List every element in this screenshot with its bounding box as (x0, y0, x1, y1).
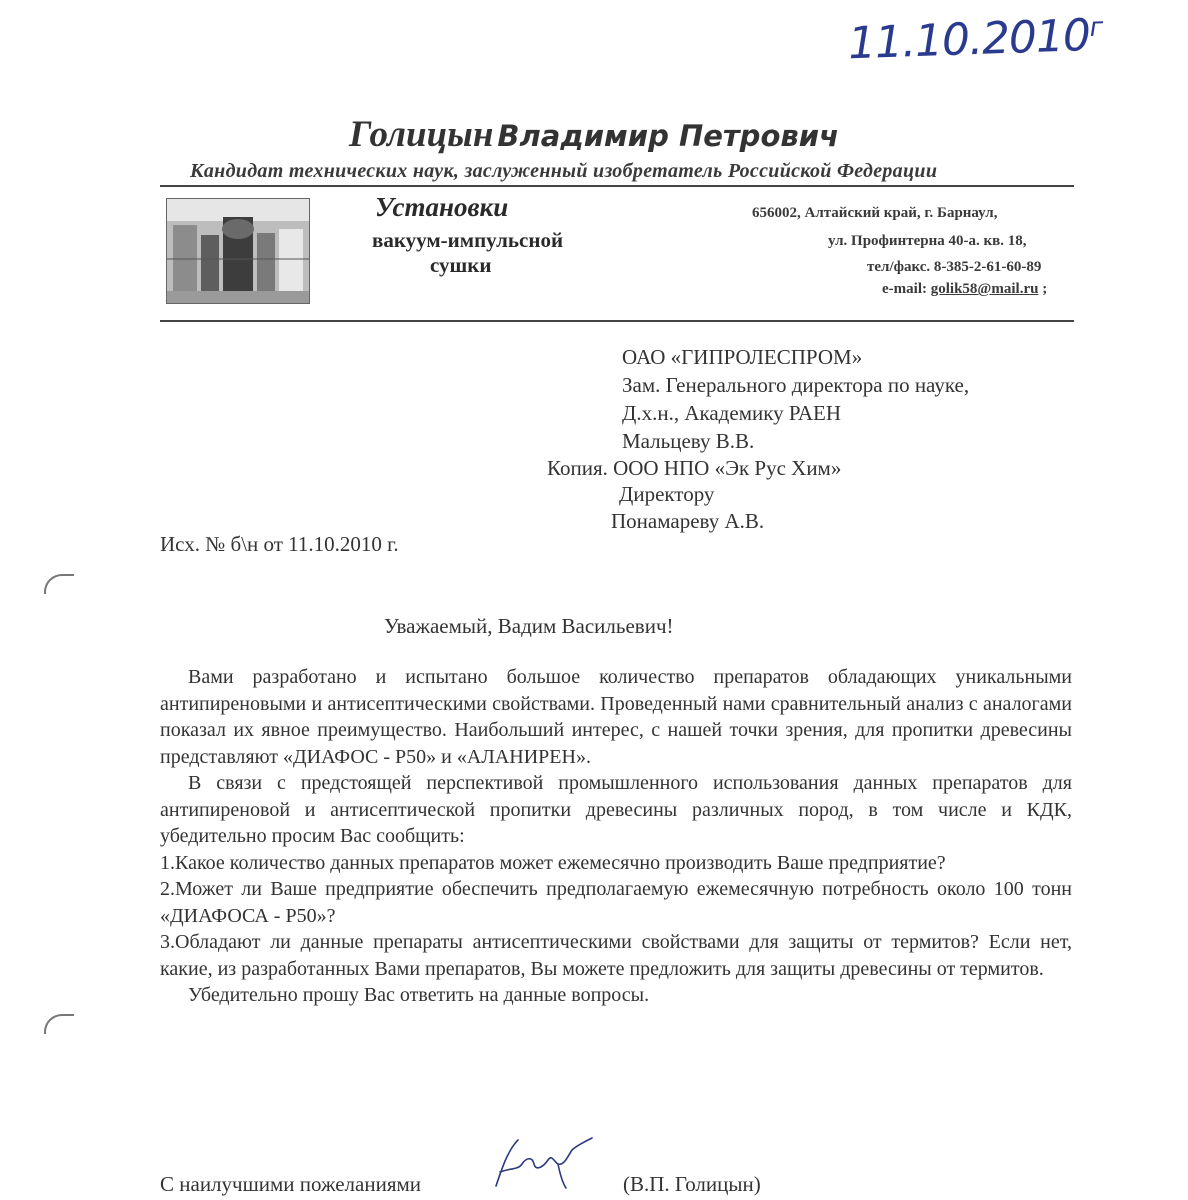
question-3: 3.Обладают ли данные препараты антисептическими свойствами для защиты от термитов? Если нет, какие, из разработанных Вами препаратов, Вы можете предложить для защиты древесины от термитов. (160, 931, 1072, 980)
question-1: 1.Какое количество данных препаратов может ежемесячно производить Ваше предприятие? (160, 851, 946, 874)
closing-request: Убедительно прошу Вас ответить на данные вопросы. (188, 984, 650, 1006)
body-paragraph: Вами разработано и испытано большое количество препаратов обладающих уникальными антипиреновыми и антисептическими свойствами. Проведенный нами сравнительный анализ с аналогами показал их явное преимущество. Наибольший интерес, с нашей точки зрения, для пропитки древесины представляют «ДИАФОС - Р50» и «АЛАНИРЕН». (160, 666, 1072, 768)
handwritten-date-value: 11.10.2010 (847, 10, 1091, 70)
salutation: Уважаемый, Вадим Васильевич! (384, 614, 674, 638)
phone-fax: тел/факс. 8-385-2-61-60-89 (867, 259, 1042, 275)
letterhead-title: Кандидат технических наук, заслуженный изобретатель Российской Федерации (190, 160, 938, 182)
product-title-line2: вакуум-импульсной (372, 228, 564, 252)
address-line2: ул. Профинтерна 40-а. кв. 18, (828, 233, 1027, 249)
email-suffix: ; (1042, 281, 1048, 297)
body-paragraph: В связи с предстоящей перспективой промышленного использования данных препаратов для антипиреновой и антисептической пропитки древесины различных пород, в том числе и КДК, убедительно просим Вас сообщить: (160, 772, 1072, 847)
handwritten-date (847, 10, 1103, 70)
email-link[interactable]: golik58@mail.ru (930, 281, 1039, 297)
copy-name: Понамареву А.В. (611, 509, 765, 533)
closing-phrase: С наилучшими пожеланиями (160, 1172, 422, 1196)
recipient-position: Зам. Генерального директора по науке, (622, 373, 970, 397)
letter-body (160, 664, 1072, 1009)
recipient-organization: ОАО «ГИПРОЛЕСПРОМ» (622, 345, 863, 369)
question-2: 2.Может ли Ваше предприятие обеспечить предполагаемую ежемесячную потребность около 100 тонн «ДИАФОСА - Р50»? (160, 878, 1072, 927)
letterhead-bottom-rule (160, 320, 1074, 322)
address-line1: 656002, Алтайский край, г. Барнаул, (752, 205, 998, 221)
recipient-name: Мальцеву В.В. (622, 429, 755, 453)
recipient-degree: Д.х.н., Академику РАЕН (622, 401, 842, 425)
email-line (882, 281, 1047, 298)
punch-hole-mark (44, 1014, 74, 1034)
product-title-line1: Установки (375, 192, 509, 222)
handwritten-date-suffix: г (1089, 12, 1103, 43)
handwritten-signature (488, 1128, 598, 1194)
product-title-line3: сушки (430, 253, 492, 277)
letterhead-equipment-photo (166, 198, 310, 304)
letterhead-given-names: Владимир Петрович (497, 119, 839, 153)
letterhead-top-rule (160, 185, 1074, 187)
copy-organization: Копия. ООО НПО «Эк Рус Хим» (547, 456, 842, 480)
outgoing-reference: Исх. № б\н от 11.10.2010 г. (160, 532, 399, 556)
punch-hole-mark (44, 574, 74, 594)
signer-name: (В.П. Голицын) (623, 1172, 761, 1196)
copy-position: Директору (619, 482, 715, 506)
letterhead-name (0, 113, 1188, 156)
letterhead-surname: Голицын (349, 114, 494, 155)
email-label: e-mail: (882, 281, 927, 297)
